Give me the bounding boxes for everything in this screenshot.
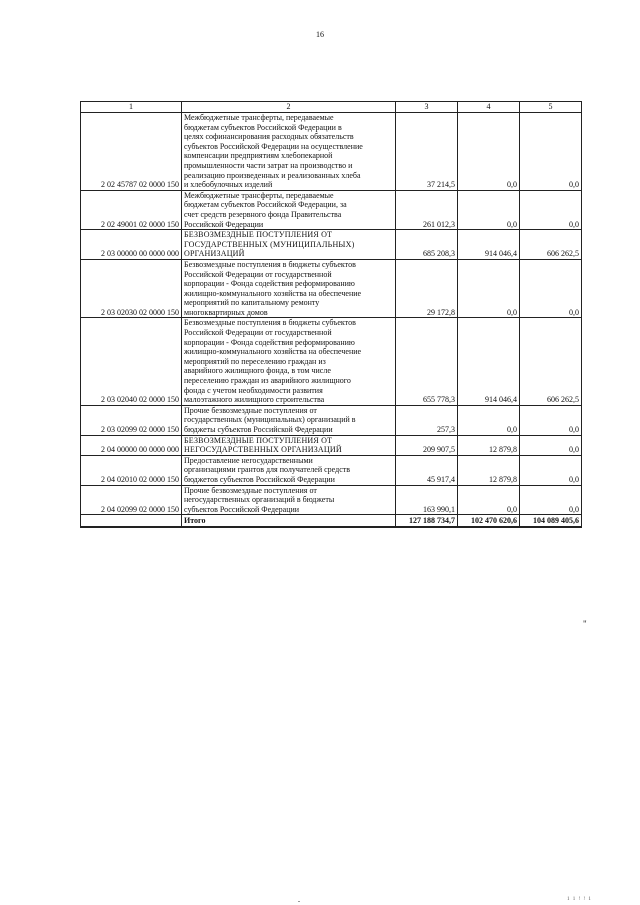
row-name [182,230,396,260]
row-value-col4: 0,0 [458,405,520,435]
row-name-line: Безвозмездные поступления в бюджеты субъектов [184,318,356,328]
row-name-line: бюджетам субъектов Российской Федерации в [184,122,342,132]
total-label: Итого [182,515,396,528]
row-name [182,455,396,485]
row-name-line: субъектов Российской Федерации [184,504,300,514]
row-value-col4: 0,0 [458,113,520,191]
row-name-line: бюджетов субъектов Российской Федерации [184,474,335,484]
row-value-col5: 0,0 [520,190,582,229]
row-value-col4: 0,0 [458,259,520,318]
row-name [182,190,396,229]
row-name-line: Безвозмездные поступления в бюджеты субъектов [184,259,356,269]
row-name [182,435,396,455]
total-row [81,515,582,528]
table-row [81,259,582,318]
row-name-line: аварийного жилищного фонда, в том числе [184,366,331,376]
row-name-line: Российской Федерации от государственной [184,269,332,279]
row-name-line: корпорации - Фонда содействия реформированию [184,337,355,347]
table-row [81,405,582,435]
row-value-col3: 655 778,3 [396,318,458,405]
row-value-col5: 0,0 [520,405,582,435]
column-header-3: 3 [396,102,458,113]
row-name [182,405,396,435]
row-value-col4: 0,0 [458,485,520,515]
row-name-line: корпорации - Фонда содействия реформированию [184,279,355,289]
row-value-col5: 0,0 [520,113,582,191]
total-value-col3: 127 188 734,7 [396,515,458,528]
row-name-line: мероприятий по капитальному ремонту [184,298,320,308]
row-name [182,259,396,318]
page-number: 16 [316,30,324,39]
row-value-col4: 914 046,4 [458,230,520,260]
row-value-col3: 29 172,8 [396,259,458,318]
row-name-line: негосударственных организаций в бюджеты [184,495,335,505]
row-code: 2 03 02099 02 0000 150 [81,405,182,435]
row-name-line: субъектов Российской Федерации на осуществление [184,141,363,151]
row-value-col5: 0,0 [520,485,582,515]
table-row [81,435,582,455]
table-row [81,113,582,191]
row-name-line: Межбюджетные трансферты, передаваемые [184,113,334,122]
row-name-line: жилищно-коммунального хозяйства на обеспечение [184,347,362,357]
row-name-line: Прочие безвозмездные поступления от [184,405,317,415]
table-row [81,190,582,229]
row-value-col3: 261 012,3 [396,190,458,229]
row-name-line: переселению граждан из аварийного жилищного [184,376,351,386]
row-name-line: компенсации предприятиям хлебопекарной [184,151,333,161]
row-name [182,485,396,515]
row-name-line: мероприятий по переселению граждан из [184,356,326,366]
row-value-col5: 606 262,5 [520,318,582,405]
row-value-col3: 257,3 [396,405,458,435]
row-name-line: Прочие безвозмездные поступления от [184,485,317,495]
budget-revenue-table [80,101,582,528]
row-code: 2 04 02099 02 0000 150 [81,485,182,515]
column-header-5: 5 [520,102,582,113]
row-name-line: государственных (муниципальных) организаций в [184,415,356,425]
row-name-line: ГОСУДАРСТВЕННЫХ (МУНИЦИПАЛЬНЫХ) [184,239,355,249]
row-name-line: БЕЗВОЗМЕЗДНЫЕ ПОСТУПЛЕНИЯ ОТ [184,435,333,445]
row-name-line: бюджеты субъектов Российской Федерации [184,425,333,434]
row-value-col3: 163 990,1 [396,485,458,515]
row-name-line: многоквартирных домов [184,307,268,317]
row-name-line: Межбюджетные трансферты, передаваемые [184,190,334,200]
row-value-col4: 12 879,8 [458,455,520,485]
row-name-line: счет средств резервного фонда Правительства [184,209,342,219]
scan-artifact [298,901,300,902]
row-name-line: ОРГАНИЗАЦИЙ [184,249,245,259]
total-value-col4: 102 470 620,6 [458,515,520,528]
row-value-col4: 12 879,8 [458,435,520,455]
total-code-cell [81,515,182,528]
column-header-4: 4 [458,102,520,113]
row-name-line: целях софинансирования расходных обязательств [184,132,354,142]
row-name-line: фонда с учетом необходимости развития [184,385,323,395]
table-row [81,455,582,485]
row-value-col4: 0,0 [458,190,520,229]
row-name-line: малоэтажного жилищного строительства [184,395,325,405]
table-row [81,318,582,405]
row-value-col3: 37 214,5 [396,113,458,191]
row-value-col5: 0,0 [520,435,582,455]
table-row [81,485,582,515]
column-header-1: 1 [81,102,182,113]
row-name-line: НЕГОСУДАРСТВЕННЫХ ОРГАНИЗАЦИЙ [184,445,342,455]
row-name-line: Российской Федерации [184,219,264,229]
row-name [182,318,396,405]
row-value-col3: 45 917,4 [396,455,458,485]
row-code: 2 04 00000 00 0000 000 [81,435,182,455]
row-name-line: Предоставление негосударственными [184,455,313,465]
table-header-row [81,102,582,113]
row-value-col4: 914 046,4 [458,318,520,405]
footer-scan-mark: 1 1 ! ! 1 [567,897,592,902]
row-code: 2 02 49001 02 0000 150 [81,190,182,229]
column-header-2: 2 [182,102,396,113]
closing-quote-mark: " [583,619,587,629]
row-code: 2 02 45787 02 0000 150 [81,113,182,191]
row-code: 2 03 02030 02 0000 150 [81,259,182,318]
row-name-line: реализацию произведенных и реализованных хлеба [184,170,361,180]
row-name-line: и хлебобулочных изделий [184,180,273,190]
row-name-line: организациями грантов для получателей средств [184,465,351,475]
row-code: 2 03 00000 00 0000 000 [81,230,182,260]
row-code: 2 03 02040 02 0000 150 [81,318,182,405]
row-value-col3: 685 208,3 [396,230,458,260]
row-name-line: жилищно-коммунального хозяйства на обеспечение [184,288,362,298]
row-value-col3: 209 907,5 [396,435,458,455]
row-name-line: БЕЗВОЗМЕЗДНЫЕ ПОСТУПЛЕНИЯ ОТ [184,230,333,240]
row-name-line: промышленности части затрат на производство и [184,160,353,170]
table-row [81,230,582,260]
row-value-col5: 0,0 [520,455,582,485]
row-name [182,113,396,191]
row-name-line: Российской Федерации от государственной [184,328,332,338]
row-value-col5: 0,0 [520,259,582,318]
total-value-col5: 104 089 405,6 [520,515,582,528]
row-code: 2 04 02010 02 0000 150 [81,455,182,485]
row-value-col5: 606 262,5 [520,230,582,260]
row-name-line: бюджетам субъектов Российской Федерации, за [184,200,347,210]
